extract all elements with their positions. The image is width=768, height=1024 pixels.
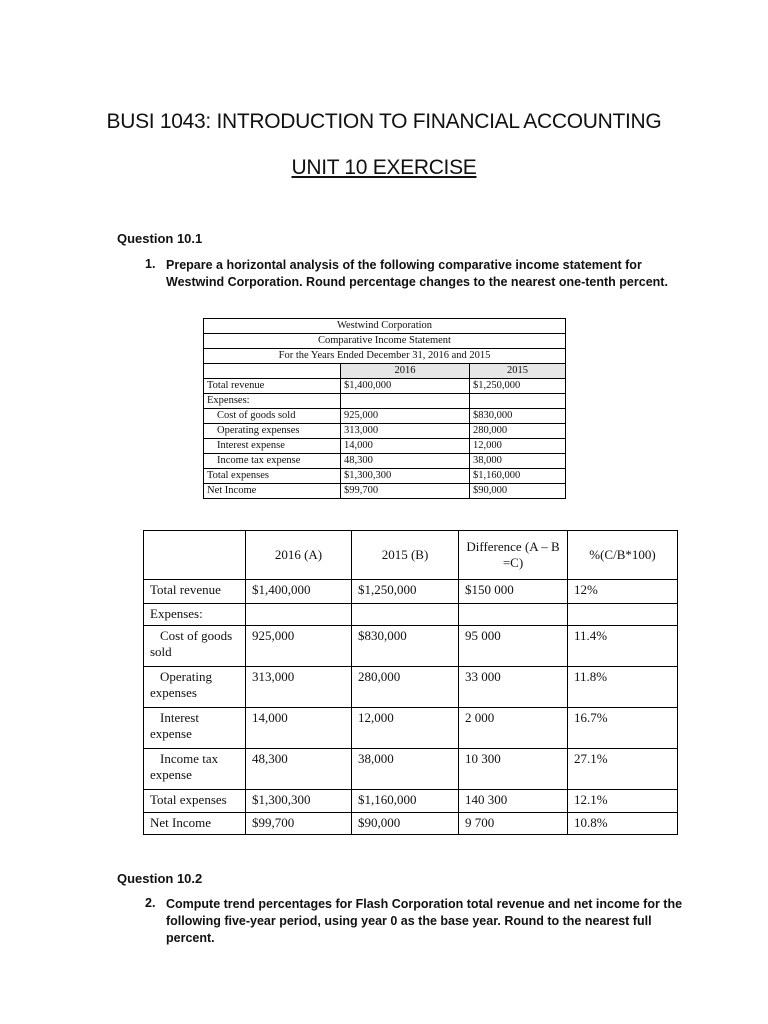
analysis-row <box>144 580 678 604</box>
analysis-difference: 2 000 <box>459 708 568 749</box>
analysis-percent: 16.7% <box>568 708 678 749</box>
analysis-header-blank <box>144 531 246 580</box>
analysis-percent: 12% <box>568 580 678 604</box>
question-2-text: Compute trend percentages for Flash Corporation total revenue and net income for the following five-year period, using year 0 as the base year. Round to the nearest full percent. <box>166 897 683 945</box>
statement-row-label: Expenses: <box>204 394 341 409</box>
analysis-value-2015: 38,000 <box>352 749 459 790</box>
document-subtitle: UNIT 10 EXERCISE <box>291 156 477 179</box>
statement-value-2015: $90,000 <box>470 484 566 499</box>
analysis-row-label: Cost of goods sold <box>144 626 246 667</box>
analysis-row <box>144 813 678 835</box>
analysis-row-label: Income tax expense <box>144 749 246 790</box>
analysis-header-2016: 2016 (A) <box>246 531 352 580</box>
statement-value-2016: $99,700 <box>341 484 470 499</box>
question-2-heading: Question 10.2 <box>117 871 203 886</box>
analysis-header-row <box>144 531 678 580</box>
analysis-value-2016: 48,300 <box>246 749 352 790</box>
statement-row-label: Total revenue <box>204 379 341 394</box>
statement-row-label: Operating expenses <box>204 424 341 439</box>
analysis-difference: 33 000 <box>459 667 568 708</box>
analysis-percent: 12.1% <box>568 790 678 813</box>
analysis-value-2016: $99,700 <box>246 813 352 835</box>
analysis-row-label: Total revenue <box>144 580 246 604</box>
question-1-heading: Question 10.1 <box>117 231 203 246</box>
statement-year-2015: 2015 <box>470 364 566 379</box>
statement-year-2016: 2016 <box>341 364 470 379</box>
statement-value-2016: 313,000 <box>341 424 470 439</box>
analysis-value-2016: 14,000 <box>246 708 352 749</box>
analysis-header-percent: %(C/B*100) <box>568 531 678 580</box>
statement-row-label: Net Income <box>204 484 341 499</box>
statement-row <box>204 379 566 394</box>
statement-year-spacer <box>204 364 341 379</box>
analysis-percent: 11.4% <box>568 626 678 667</box>
analysis-difference: 95 000 <box>459 626 568 667</box>
analysis-value-2015: $90,000 <box>352 813 459 835</box>
statement-value-2015: $1,160,000 <box>470 469 566 484</box>
statement-row <box>204 439 566 454</box>
analysis-percent: 11.8% <box>568 667 678 708</box>
statement-row <box>204 469 566 484</box>
statement-row <box>204 424 566 439</box>
statement-name: Comparative Income Statement <box>204 334 566 349</box>
analysis-value-2015 <box>352 604 459 626</box>
statement-row <box>204 484 566 499</box>
analysis-percent: 10.8% <box>568 813 678 835</box>
analysis-value-2015: $1,160,000 <box>352 790 459 813</box>
statement-value-2015: 280,000 <box>470 424 566 439</box>
analysis-difference: 9 700 <box>459 813 568 835</box>
statement-value-2015 <box>470 394 566 409</box>
analysis-value-2016: $1,300,300 <box>246 790 352 813</box>
analysis-row <box>144 708 678 749</box>
statement-row-label: Total expenses <box>204 469 341 484</box>
horizontal-analysis-table <box>143 530 678 835</box>
question-2-number: 2. <box>145 896 156 910</box>
statement-row <box>204 394 566 409</box>
analysis-row <box>144 749 678 790</box>
analysis-row <box>144 604 678 626</box>
statement-value-2016: 925,000 <box>341 409 470 424</box>
analysis-header-2015: 2015 (B) <box>352 531 459 580</box>
statement-value-2016 <box>341 394 470 409</box>
statement-value-2015: 38,000 <box>470 454 566 469</box>
statement-value-2015: 12,000 <box>470 439 566 454</box>
analysis-value-2015: $830,000 <box>352 626 459 667</box>
analysis-difference: 10 300 <box>459 749 568 790</box>
analysis-value-2016: $1,400,000 <box>246 580 352 604</box>
analysis-row-label: Total expenses <box>144 790 246 813</box>
statement-value-2016: $1,300,300 <box>341 469 470 484</box>
statement-value-2016: $1,400,000 <box>341 379 470 394</box>
analysis-value-2016: 313,000 <box>246 667 352 708</box>
analysis-value-2015: 12,000 <box>352 708 459 749</box>
statement-row-label: Income tax expense <box>204 454 341 469</box>
document-title: BUSI 1043: INTRODUCTION TO FINANCIAL ACCOUNTING <box>106 110 662 133</box>
analysis-row-label: Operating expenses <box>144 667 246 708</box>
statement-value-2015: $1,250,000 <box>470 379 566 394</box>
statement-value-2016: 48,300 <box>341 454 470 469</box>
analysis-value-2015: $1,250,000 <box>352 580 459 604</box>
analysis-row-label: Expenses: <box>144 604 246 626</box>
question-1-number: 1. <box>145 257 156 271</box>
statement-period: For the Years Ended December 31, 2016 and 2015 <box>204 349 566 364</box>
statement-company: Westwind Corporation <box>204 319 566 334</box>
statement-row-label: Cost of goods sold <box>204 409 341 424</box>
analysis-value-2015: 280,000 <box>352 667 459 708</box>
analysis-row-label: Interest expense <box>144 708 246 749</box>
analysis-value-2016: 925,000 <box>246 626 352 667</box>
analysis-difference <box>459 604 568 626</box>
question-1-text: Prepare a horizontal analysis of the following comparative income statement for Westwind Corporation. Round percentage changes to the nearest one-tenth percent. <box>166 258 668 289</box>
income-statement-table <box>203 318 566 499</box>
analysis-percent <box>568 604 678 626</box>
analysis-value-2016 <box>246 604 352 626</box>
statement-row <box>204 409 566 424</box>
analysis-percent: 27.1% <box>568 749 678 790</box>
statement-value-2015: $830,000 <box>470 409 566 424</box>
analysis-row <box>144 667 678 708</box>
analysis-difference: $150 000 <box>459 580 568 604</box>
analysis-row <box>144 790 678 813</box>
analysis-difference: 140 300 <box>459 790 568 813</box>
statement-row <box>204 454 566 469</box>
analysis-row <box>144 626 678 667</box>
statement-value-2016: 14,000 <box>341 439 470 454</box>
analysis-header-difference: Difference (A – B =C) <box>459 531 568 580</box>
statement-row-label: Interest expense <box>204 439 341 454</box>
analysis-row-label: Net Income <box>144 813 246 835</box>
